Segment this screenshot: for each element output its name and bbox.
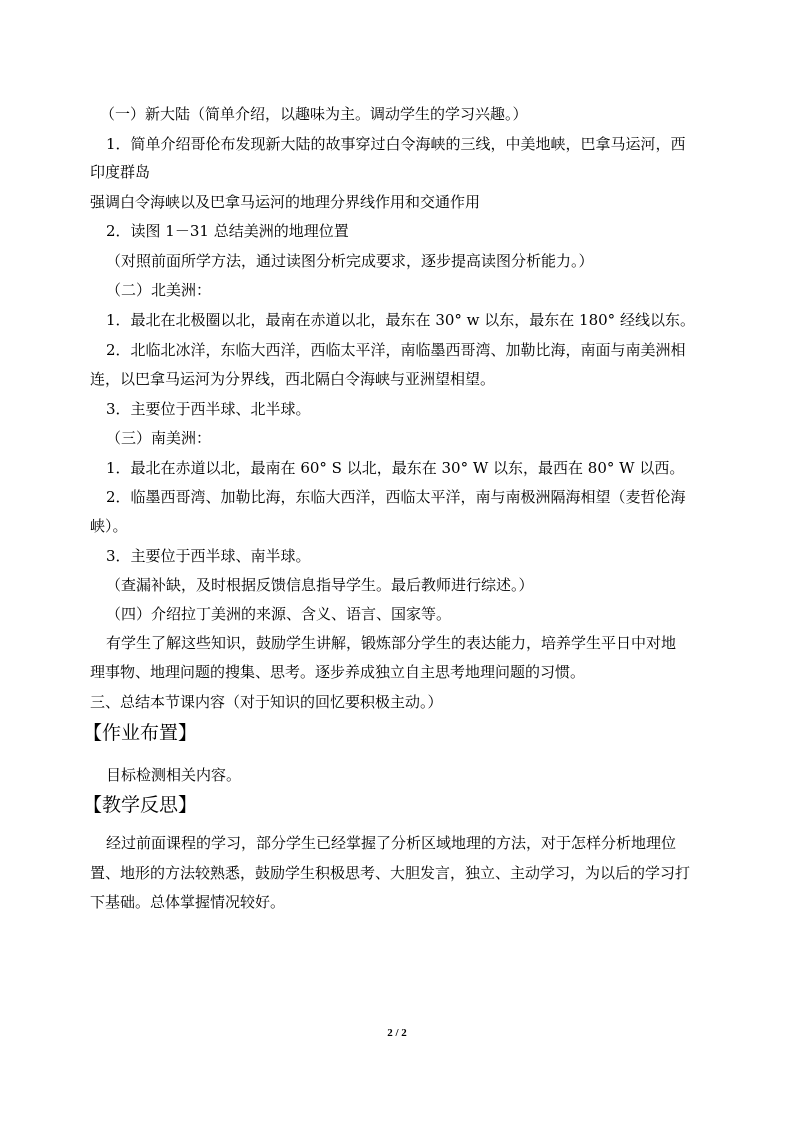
paragraph-north-america-borders-line1: 2．北临北冰洋，东临大西洋，西临太平洋，南临墨西哥湾、加勒比海，南面与南美洲相 — [106, 341, 686, 359]
paragraph-student-explain-line1: 有学生了解这些知识，鼓励学生讲解，锻炼部分学生的表达能力，培养学生平日中对地 — [106, 634, 677, 652]
paragraph-north-america-hemisphere: 3．主要位于西半球、北半球。 — [106, 400, 311, 418]
paragraph-feedback-note: （查漏补缺，及时根据反馈信息指导学生。最后教师进行综述。） — [106, 576, 534, 594]
paragraph-reflection-line2: 置、地形的方法较熟悉，鼓励学生积极思考、大胆发言，独立、主动学习，为以后的学习打 — [90, 864, 691, 882]
homework-heading: 【作业布置】 — [83, 722, 198, 744]
paragraph-south-america-borders-line1: 2．临墨西哥湾、加勒比海，东临大西洋，西临太平洋，南与南极洲隔海相望（麦哲伦海 — [106, 488, 686, 506]
paragraph-south-america-hemisphere: 3．主要位于西半球、南半球。 — [106, 547, 311, 565]
paragraph-south-america-extent: 1．最北在赤道以北，最南在 60° S 以北，最东在 30° W 以东，最西在 80° W 以西。 — [106, 459, 685, 477]
paragraph-north-america-borders-line2: 连，以巴拿马运河为分界线，西北隔白令海峡与亚洲望相望。 — [90, 370, 496, 388]
section-latin-america-heading: （四）介绍拉丁美洲的来源、含义、语言、国家等。 — [106, 605, 452, 623]
paragraph-reflection-line3: 下基础。总体掌握情况较好。 — [90, 893, 286, 911]
paragraph-columbus-story-line1: 1．简单介绍哥伦布发现新大陆的故事穿过白令海峡的三线，中美地峡，巴拿马运河，西 — [106, 135, 686, 153]
paragraph-columbus-story-line2: 印度群岛 — [90, 163, 151, 181]
paragraph-lesson-summary: 三、总结本节课内容（对于知识的回忆要积极主动。） — [90, 693, 443, 711]
section-new-continent-heading: （一）新大陆（简单介绍，以趣味为主。调动学生的学习兴趣。） — [100, 105, 528, 123]
paragraph-student-explain-line2: 理事物、地理问题的搜集、思考。逐步养成独立自主思考地理问题的习惯。 — [90, 663, 586, 681]
paragraph-homework: 目标检测相关内容。 — [106, 766, 242, 784]
paragraph-method-note: （对照前面所学方法，通过读图分析完成要求，逐步提高读图分析能力。） — [106, 252, 594, 270]
section-north-america-heading: （二）北美洲： — [106, 281, 212, 299]
reflection-heading: 【教学反思】 — [83, 794, 198, 816]
paragraph-read-figure: 2．读图 1－31 总结美洲的地理位置 — [106, 222, 349, 240]
paragraph-south-america-borders-line2: 峡）。 — [90, 517, 128, 535]
paragraph-bering-panama: 强调白令海峡以及巴拿马运河的地理分界线作用和交通作用 — [90, 193, 481, 211]
section-south-america-heading: （三）南美洲： — [106, 429, 212, 447]
paragraph-north-america-extent: 1．最北在北极圈以北，最南在赤道以北，最东在 30° w 以东，最东在 180° 经线以东。 — [106, 311, 695, 329]
paragraph-reflection-line1: 经过前面课程的学习，部分学生已经掌握了分析区域地理的方法，对于怎样分析地理位 — [106, 834, 677, 852]
page-number: 2 / 2 — [387, 1027, 407, 1039]
